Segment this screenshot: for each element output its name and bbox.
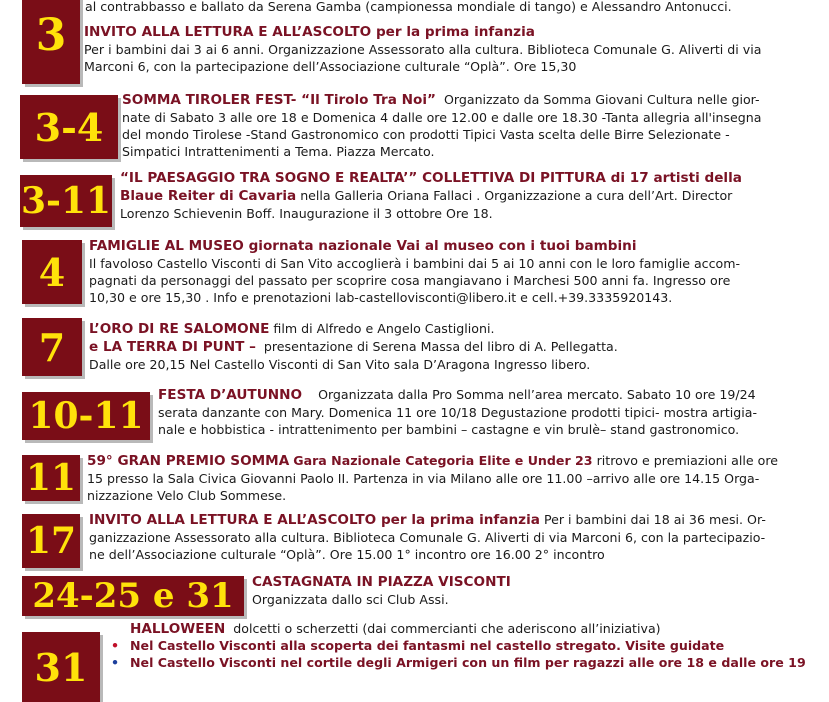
event-text-line: del mondo Tirolese -Stand Gastronomico con prodotti Tipici Vasta scelta delle Birre Selezionate - [122,127,730,142]
event-text-line: Il favoloso Castello Visconti di San Vito accoglierà i bambini dai 5 ai 10 anni con le loro famiglie accom- [89,256,741,271]
event-text-line: ganizzazione Assessorato alla cultura. Biblioteca Comunale G. Aliverti di via Marconi 6, con la partecipazio- [89,530,766,545]
event-text-line: nale e hobbistica - intrattenimento per bambini – castagne e vin brulè– stand gastronomico. [158,422,740,437]
event-title: FAMIGLIE AL MUSEO giornata nazionale Vai al museo con i tuoi bambini [89,238,637,254]
event-text-line: 15 presso la Sala Civica Giovanni Paolo II. Partenza in via Milano alle ore 11.00 –arrivo alle ore 14.15 Orga- [87,471,760,486]
event-text-line: serata danzante con Mary. Domenica 11 ore 10/18 Degustazione prodotti tipici- mostra artigia- [158,405,758,420]
event-text-line: nella Galleria Oriana Fallaci . Organizzazione a cura dell’Art. Director [300,188,733,203]
event-title: L’ORO DI RE SALOMONE [89,321,270,337]
event-text-line: Per i bambini dai 3 ai 6 anni. Organizzazione Assessorato alla cultura. Biblioteca Comunale G. Aliverti di via [84,42,762,57]
date-badge: 17 [22,514,80,568]
event-title: “IL PAESAGGIO TRA SOGNO E REALTA’” COLLETTIVA DI PITTURA di 17 artisti della [120,170,742,186]
event-text-line: Organizzata dalla Pro Somma nell’area mercato. Sabato 10 ore 19/24 [318,387,756,402]
event-text-line: nate di Sabato 3 alle ore 18 e Domenica 4 dalle ore 12.00 e dalle ore 18.30 -Tanta allegria all'insegna [122,110,762,125]
date-badge: 3-4 [20,95,118,159]
event-text-line: pagnati da personaggi del passato per scoprire cosa mangiavano i Marchesi 500 anni fa. Ingresso ore [89,273,731,288]
event-text-line: al contrabbasso e ballato da Serena Gamba (campionessa mondiale di tango) e Alessandro Antonucci. [85,0,732,14]
event-text-line: Organizzato da Somma Giovani Cultura nelle gior- [443,92,760,107]
event-text-line: Simpatici Intrattenimenti a Tema. Piazza Mercato. [122,144,435,159]
event-title: CASTAGNATA IN PIAZZA VISCONTI [252,574,511,590]
date-badge: 11 [22,455,80,501]
event-text-line: 10,30 e ore 15,30 . Info e prenotazioni lab-castellovisconti@libero.it e cell.+39.3335920143. [89,290,673,305]
bullet-item: • Nel Castello Visconti alla scoperta dei fantasmi nel castello stregato. Visite guidate [111,638,725,653]
date-badge: 31 [22,632,100,702]
event-title: 59° GRAN PREMIO SOMMA [87,453,290,469]
event-text-line: dolcetti o scherzetti (dai commercianti che aderiscono all’iniziativa) [233,621,661,636]
event-text-line: Marconi 6, con la partecipazione dell’Associazione culturale “Oplà”. Ore 15,30 [84,59,577,74]
event-text-line: Per i bambini dai 18 ai 36 mesi. Or- [543,512,766,527]
event-title-2: e LA TERRA DI PUNT – [89,339,256,355]
event-title: SOMMA TIROLER FEST- “Il Tirolo Tra Noi” [122,92,436,108]
bullet-icon: • [111,655,120,670]
event-title: FESTA D’AUTUNNO [158,387,303,403]
event-title: INVITO ALLA LETTURA E ALL’ASCOLTO per la prima infanzia [89,512,540,528]
event-text-line: film di Alfredo e Angelo Castiglioni. [273,321,495,336]
event-text-line: nizzazione Velo Club Sommese. [87,488,287,503]
event-text-line: Organizzata dallo sci Club Assi. [252,592,449,607]
date-badge: 24-25 e 31 [22,576,244,616]
bullet-item: • Nel Castello Visconti nel cortile degli Armigeri con un film per ragazzi alle ore 18 e dalle ore 19 [111,655,806,670]
date-badge: 10-11 [22,392,150,440]
event-title: HALLOWEEN [130,621,226,637]
date-badge: 7 [22,318,82,376]
bullet-icon: • [111,638,120,653]
event-title-2: Blaue Reiter di Cavaria [120,188,297,204]
date-badge: 3-11 [20,175,112,227]
date-badge: 3 [22,0,80,84]
event-text-line: presentazione di Serena Massa del libro di A. Pellegatta. [263,339,618,354]
event-text-line: ritrovo e premiazioni alle ore [596,453,778,468]
event-title: INVITO ALLA LETTURA E ALL’ASCOLTO per la prima infanzia [84,24,535,40]
date-badge: 4 [22,240,82,304]
event-subtitle: Gara Nazionale Categoria Elite e Under 23 [293,453,593,468]
event-text-line: ne dell’Associazione culturale “Oplà”. Ore 15.00 1° incontro ore 16.00 2° incontro [89,547,605,562]
event-text-line: Lorenzo Schievenin Boff. Inaugurazione il 3 ottobre Ore 18. [120,206,493,221]
event-text-line: Dalle ore 20,15 Nel Castello Visconti di San Vito sala D’Aragona Ingresso libero. [89,357,591,372]
